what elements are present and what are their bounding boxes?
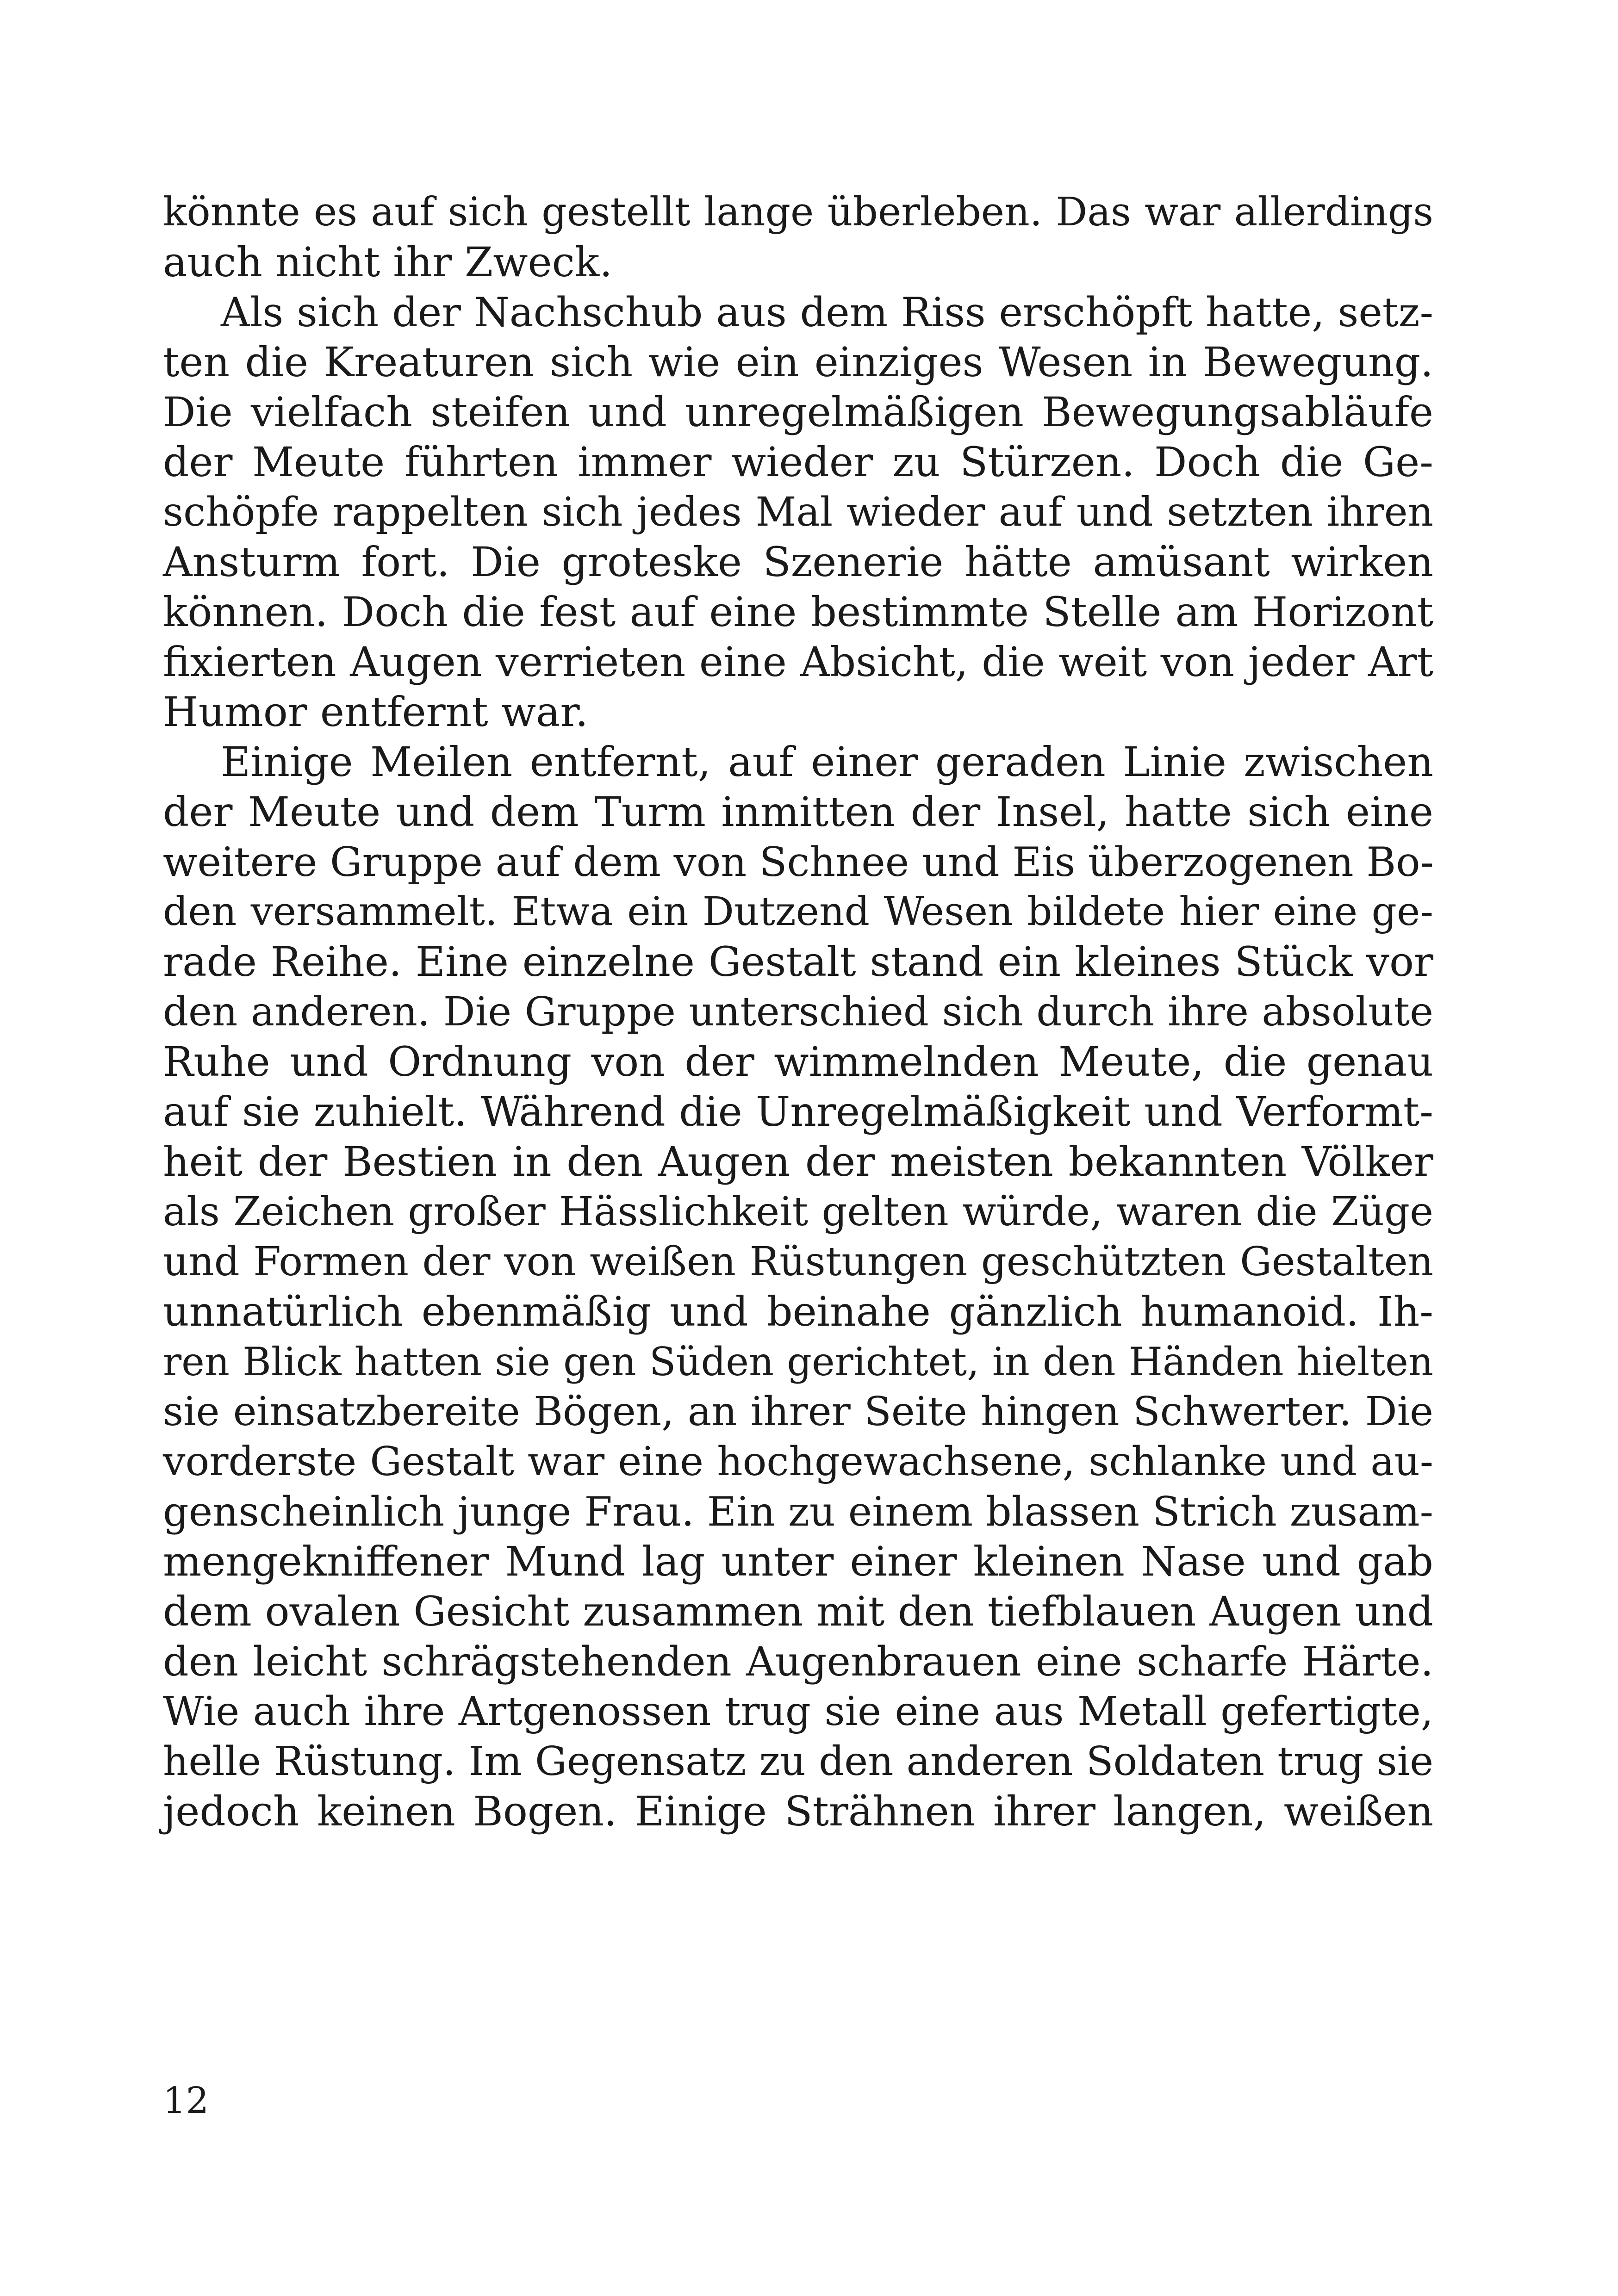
page-number: 12 [163, 2080, 209, 2122]
text-line: heit der Bestien in den Augen der meisten bekannten Völker [163, 1138, 1433, 1185]
text-line: ren Blick hatten sie gen Süden gerichtet, in den Händen hielten [163, 1339, 1433, 1384]
text-line: jedoch keinen Bogen. Einige Strähnen ihrer langen, weißen [163, 1787, 1433, 1835]
text-line: helle Rüstung. Im Gegensatz zu den anderen Soldaten trug sie [163, 1738, 1433, 1785]
text-line: Die vielfach steifen und unregelmäßigen Bewegungsabläufe [163, 388, 1433, 436]
text-line: schöpfe rappelten sich jedes Mal wieder auf und setzten ihren [163, 489, 1433, 535]
text-line: weitere Gruppe auf dem von Schnee und Eis überzogenen Bo- [163, 838, 1434, 886]
text-line: sie einsatzbereite Bögen, an ihrer Seite hingen Schwerter. Die [163, 1389, 1433, 1435]
text-line: ten die Kreaturen sich wie ein einziges Wesen in Bewegung. [163, 338, 1433, 386]
text-line: Humor entfernt war. [163, 688, 588, 736]
text-line: den leicht schrägstehenden Augenbrauen eine scharfe Härte. [163, 1638, 1433, 1685]
text-line: den anderen. Die Gruppe unterschied sich durch ihre absolute [163, 989, 1433, 1035]
text-line: und Formen der von weißen Rüstungen geschützten Gestalten [163, 1239, 1433, 1285]
text-line: Als sich der Nachschub aus dem Riss erschöpft hatte, setz- [221, 289, 1433, 336]
text-line: können. Doch die fest auf eine bestimmte Stelle am Horizont [163, 588, 1433, 636]
text-line: als Zeichen großer Hässlichkeit gelten würde, waren die Züge [163, 1189, 1433, 1235]
text-line: mengekniffener Mund lag unter einer kleinen Nase und gab [163, 1538, 1433, 1585]
body-text [163, 187, 1433, 1837]
text-line: Ruhe und Ordnung von der wimmelnden Meute, die genau [163, 1038, 1433, 1086]
text-line: auch nicht ihr Zweck. [163, 238, 613, 286]
text-line: den versammelt. Etwa ein Dutzend Wesen bildete hier eine ge- [163, 889, 1433, 935]
text-line: fixierten Augen verrieten eine Absicht, die weit von jeder Art [163, 638, 1433, 686]
text-line: vorderste Gestalt war eine hochgewachsene, schlanke und au- [163, 1439, 1433, 1485]
text-line: rade Reihe. Eine einzelne Gestalt stand ein kleines Stück vor [163, 938, 1433, 986]
text-line: dem ovalen Gesicht zusammen mit den tiefblauen Augen und [163, 1588, 1433, 1635]
text-line: Wie auch ihre Artgenossen trug sie eine aus Metall gefertigte, [163, 1688, 1433, 1735]
text-line: der Meute und dem Turm inmitten der Insel, hatte sich eine [163, 788, 1433, 836]
text-line: der Meute führten immer wieder zu Stürzen. Doch die Ge- [163, 438, 1433, 486]
text-line: Einige Meilen entfernt, auf einer geraden Linie zwischen [221, 738, 1433, 786]
text-line: unnatürlich ebenmäßig und beinahe gänzlich humanoid. Ih- [163, 1288, 1433, 1335]
text-line: genscheinlich junge Frau. Ein zu einem blassen Strich zusam- [163, 1488, 1433, 1535]
text-line: auf sie zuhielt. Während die Unregelmäßigkeit und Verformt- [163, 1088, 1433, 1136]
text-line: Ansturm fort. Die groteske Szenerie hätte amüsant wirken [163, 538, 1433, 586]
text-line: könnte es auf sich gestellt lange überleben. Das war allerdings [163, 189, 1433, 235]
